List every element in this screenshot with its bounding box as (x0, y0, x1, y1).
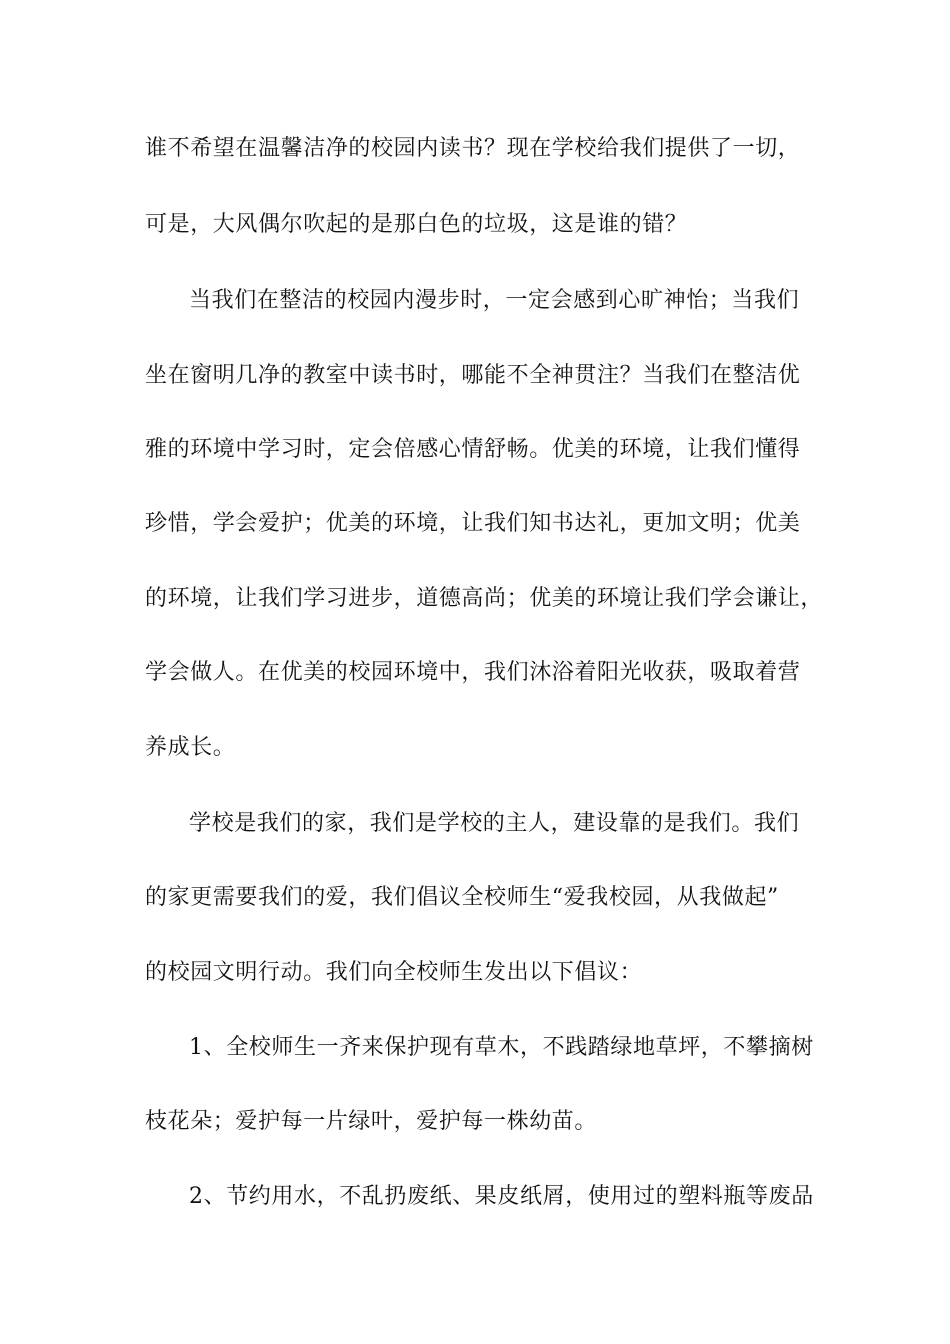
paragraph-2-line-7: 养成长。 (145, 735, 236, 760)
paragraph-3-line-3: 的校园文明行动。我们向全校师生发出以下倡议： (145, 960, 643, 985)
proposal-1-line-2: 枝花朵；爱护每一片绿叶，爱护每一株幼苗。 (145, 1109, 598, 1134)
paragraph-2-line-3: 雅的环境中学习时，定会倍感心情舒畅。优美的环境，让我们懂得 (145, 437, 801, 462)
paragraph-2-line-5: 的环境，让我们学习进步，道德高尚；优美的环境让我们学会谦让， (145, 586, 824, 611)
paragraph-3-line-2: 的家更需要我们的爱，我们倡议全校师生“爱我校园，从我做起” (145, 885, 779, 910)
paragraph-2-line-4: 珍惜，学会爱护；优美的环境，让我们知书达礼，更加文明；优美 (145, 511, 801, 536)
paragraph-2-line-1: 当我们在整洁的校园内漫步时，一定会感到心旷神怡；当我们 (189, 288, 800, 313)
paragraph-1-line-2: 可是，大风偶尔吹起的是那白色的垃圾，这是谁的错？ (145, 212, 688, 237)
paragraph-2-line-6: 学会做人。在优美的校园环境中，我们沐浴着阳光收获，吸取着营 (145, 660, 801, 685)
proposal-2-line-1: 2、节约用水，不乱扔废纸、果皮纸屑，使用过的塑料瓶等废品 (189, 1184, 814, 1209)
paragraph-1-line-1: 谁不希望在温馨洁净的校园内读书？现在学校给我们提供了一切， (145, 136, 801, 161)
proposal-1-line-1: 1、全校师生一齐来保护现有草木，不践踏绿地草坪，不攀摘树 (189, 1035, 814, 1060)
paragraph-3-line-1: 学校是我们的家，我们是学校的主人，建设靠的是我们。我们 (189, 811, 800, 836)
paragraph-2-line-2: 坐在窗明几净的教室中读书时，哪能不全神贯注？当我们在整洁优 (145, 363, 801, 388)
